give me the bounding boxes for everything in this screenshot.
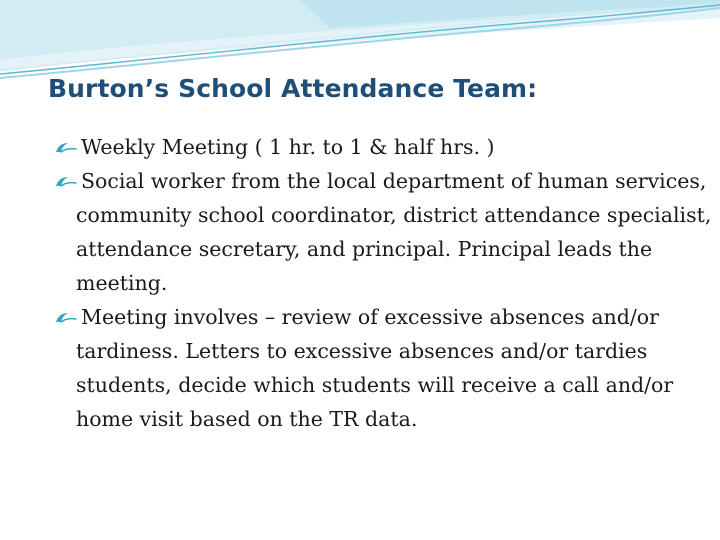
swoosh-bullet-icon bbox=[52, 140, 80, 156]
bullet-list bbox=[52, 130, 712, 436]
bullet-item bbox=[52, 130, 712, 164]
bullet-text: Weekly Meeting ( 1 hr. to 1 & half hrs. ) bbox=[81, 135, 495, 159]
slide-title: Burton’s School Attendance Team: bbox=[48, 74, 538, 103]
swoosh-bullet-icon bbox=[52, 174, 80, 190]
swoosh-bullet-icon bbox=[52, 310, 80, 326]
bullet-item bbox=[52, 164, 712, 300]
bullet-text: Meeting involves – review of excessive absences and/or tardiness. Letters to excessive absences and/or tardies students, decide which students will receive a call and/or home visit based on the TR data. bbox=[76, 305, 674, 431]
bullet-item bbox=[52, 300, 712, 436]
bullet-text: Social worker from the local department of human services, community school coordinator, district attendance specialist, attendance secretary, and principal. Principal leads the meeting. bbox=[76, 169, 712, 295]
